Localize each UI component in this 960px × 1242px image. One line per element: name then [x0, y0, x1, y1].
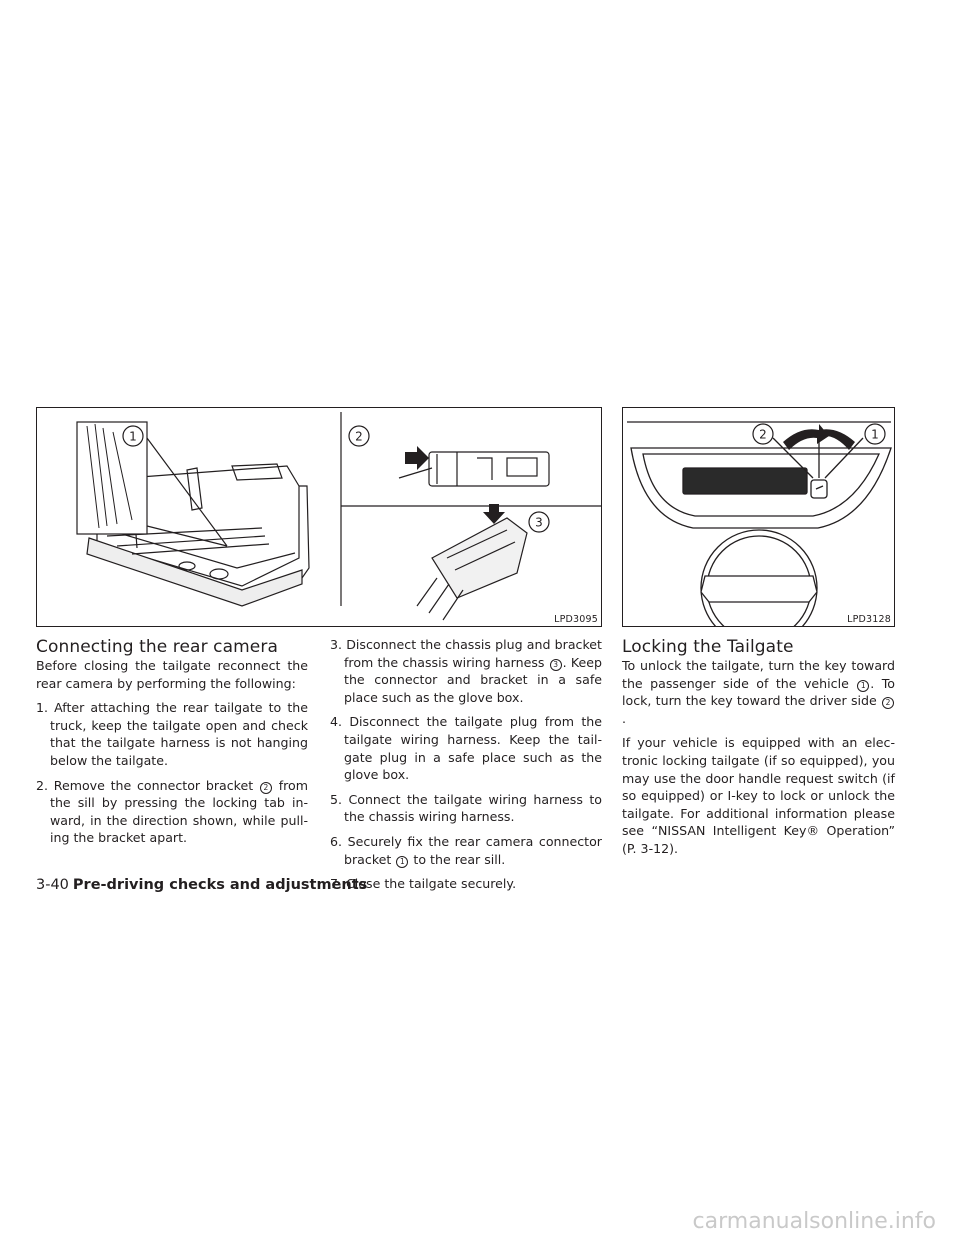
page-number: 3-40: [36, 877, 69, 893]
electronic-locking-paragraph: If your vehicle is equipped with an elec-tronic locking tailgate (if so equipped), you may use the door handle request switch (if so equipped) or I-key to lock or unlock the tailgate. For additional information please see “NISSAN Intelligent Key® Operation” (P. 3-12).: [622, 735, 895, 856]
column-middle: [330, 636, 602, 900]
callout-ref-2: 2: [260, 782, 272, 794]
step-3: 3. Disconnect the chassis plug and bracket from the chassis wiring harness 3 . Keep the connector and bracket in a safe place such as the glove box.: [330, 637, 602, 705]
callout-1-right: 1: [871, 427, 879, 442]
footer-section-title: Pre-driving checks and adjustments: [72, 877, 368, 893]
tailgate-handle-drawing: [623, 408, 895, 627]
tailgate-lock-illustration: [622, 407, 895, 627]
callout-ref-2: 2: [882, 697, 894, 709]
section-title-connecting-camera: Connecting the rear camera: [36, 637, 278, 657]
rear-camera-illustration: [36, 407, 602, 627]
callout-2: 2: [355, 429, 363, 444]
callout-3: 3: [535, 515, 543, 530]
step-5: 5. Connect the tailgate wiring harness to the chassis wiring harness.: [330, 791, 602, 825]
watermark: carmanualsonline.info: [692, 1209, 936, 1234]
step-2: 2. Remove the connector bracket 2 from the sill by pressing the locking tab in-ward, in the direction shown, while pull-ing the bracket apart.: [36, 777, 308, 846]
callout-ref-3: 3: [550, 659, 562, 671]
column-right: [622, 657, 895, 865]
intro-paragraph: Before closing the tailgate reconnect the rear camera by performing the following:: [36, 658, 308, 691]
column-left: [36, 657, 308, 854]
truck-bed-drawing: [37, 408, 602, 627]
figure-code: LPD3128: [847, 614, 891, 625]
page-footer: [36, 877, 367, 893]
locking-paragraph: To unlock the tailgate, turn the key toward the passenger side of the vehicle 1 . To lock, turn the key toward the driver side 2.: [622, 658, 895, 726]
step-4: 4. Disconnect the tailgate plug from the tailgate wiring harness. Keep the tail-gate plug in a safe place such as the glove box.: [330, 714, 602, 783]
callout-ref-1: 1: [857, 680, 869, 692]
callout-ref-1: 1: [396, 856, 408, 868]
section-title-locking-tailgate: Locking the Tailgate: [622, 637, 794, 657]
step-6: 6. Securely fix the rear camera connector bracket 1 to the rear sill.: [330, 833, 602, 867]
callout-1: 1: [129, 429, 137, 444]
step-7: 7. Close the tailgate securely.: [330, 876, 517, 892]
callout-2-right: 2: [759, 427, 767, 442]
step-1: 1. After attaching the rear tailgate to the truck, keep the tailgate open and check that the tailgate harness is not hanging below the tailgate.: [36, 700, 308, 768]
figure-code: LPD3095: [554, 614, 598, 625]
